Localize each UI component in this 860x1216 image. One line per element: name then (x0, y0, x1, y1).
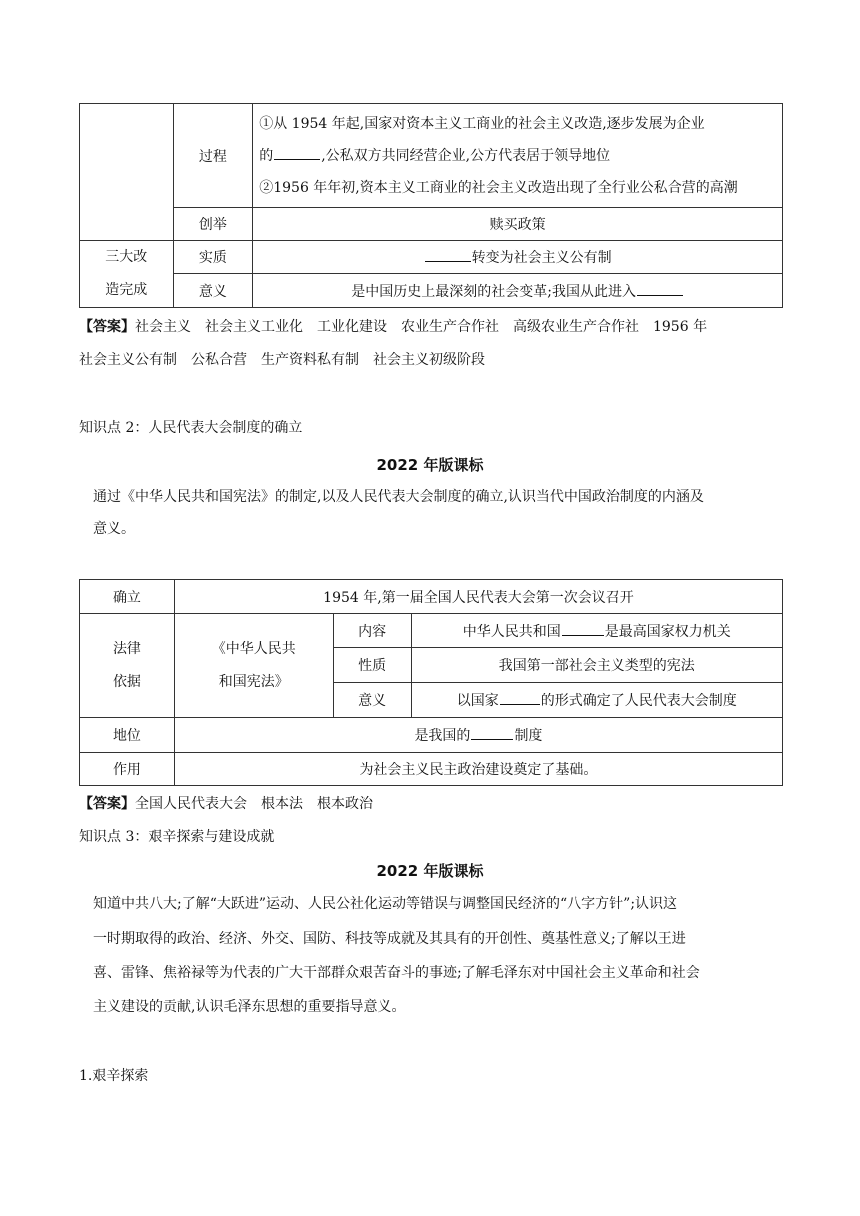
content-label: 内容 (333, 614, 411, 648)
fill-blank (637, 281, 683, 296)
fill-blank (500, 690, 540, 705)
section-heading: 1.艰辛探索 (79, 1068, 149, 1084)
role-value: 为社会主义民主政治建设奠定了基础。 (174, 753, 782, 786)
process-line-1: ①从 1954 年起,国家对资本主义工商业的社会主义改造,逐步发展为企业 (259, 115, 705, 132)
table-npc-system (79, 579, 783, 786)
answer-1-line-1: 【答案】社会主义 社会主义工业化 工业化建设 农业生产合作社 高级农业生产合作社 1956 年 (79, 319, 708, 335)
standard-title: 2022 年版课标 (376, 456, 484, 474)
role-label: 作用 (80, 753, 175, 786)
establish-value: 1954 年,第一届全国人民代表大会第一次会议召开 (174, 580, 782, 614)
innovation-label: 创举 (173, 208, 253, 241)
process-line-2: 的 ,公私双方共同经营企业,公方代表居于领导地位 (259, 140, 776, 172)
fill-blank (471, 725, 513, 740)
essence-label: 实质 (173, 241, 253, 274)
meaning-value: 是中国历史上最深刻的社会变革;我国从此进入 (253, 274, 783, 308)
standard-line-2: 意义。 (93, 521, 135, 537)
process-value (253, 104, 783, 208)
significance-label: 意义 (333, 683, 411, 718)
process-label: 过程 (173, 104, 253, 208)
innovation-value: 赎买政策 (253, 208, 783, 241)
content-value: 中华人民共和国 是最高国家权力机关 (411, 614, 782, 648)
knowledge-point-3-heading: 知识点 3：艰辛探索与建设成就 (79, 829, 275, 845)
answer-tag: 【答案】 (79, 796, 135, 812)
establish-label: 确立 (80, 580, 175, 614)
status-label: 地位 (80, 718, 175, 753)
fill-blank (274, 145, 320, 160)
kp3-line-2: 一时期取得的政治、经济、外交、国防、科技等成就及其具有的开创性、奠基性意义;了解以王进 (93, 931, 686, 947)
constitution-name: 《中华人民共 和国宪法》 (174, 614, 333, 718)
answer-2: 【答案】全国人民代表大会 根本法 根本政治 (79, 796, 373, 812)
table-cell-empty (80, 104, 174, 241)
meaning-label: 意义 (173, 274, 253, 308)
nature-label: 性质 (333, 648, 411, 683)
knowledge-point-2-heading: 知识点 2：人民代表大会制度的确立 (79, 420, 303, 436)
kp3-line-4: 主义建设的贡献,认识毛泽东思想的重要指导意义。 (93, 999, 406, 1015)
table-socialist-transformation (79, 103, 783, 308)
fill-blank (562, 621, 604, 636)
standard-line-1: 通过《中华人民共和国宪法》的制定,以及人民代表大会制度的确立,认识当代中国政治制度的内涵及 (93, 489, 704, 505)
kp3-line-1: 知道中共八大;了解“大跃进”运动、人民公社化运动等错误与调整国民经济的“八字方针”;认识这 (93, 896, 678, 912)
significance-value: 以国家 的形式确定了人民代表大会制度 (411, 683, 782, 718)
standard-title: 2022 年版课标 (376, 862, 484, 880)
nature-value: 我国第一部社会主义类型的宪法 (411, 648, 782, 683)
answer-1-line-2: 社会主义公有制 公私合营 生产资料私有制 社会主义初级阶段 (79, 352, 485, 368)
fill-blank (425, 247, 471, 262)
process-line-3: ②1956 年年初,资本主义工商业的社会主义改造出现了全行业公私合营的高潮 (259, 179, 738, 196)
legal-basis-label: 法律 依据 (80, 614, 175, 718)
three-transformations-label: 三大改 造完成 (80, 241, 174, 308)
status-value: 是我国的 制度 (174, 718, 782, 753)
kp3-line-3: 喜、雷锋、焦裕禄等为代表的广大干部群众艰苦奋斗的事迹;了解毛泽东对中国社会主义革命和社会 (93, 965, 700, 981)
essence-value: 转变为社会主义公有制 (253, 241, 783, 274)
answer-tag: 【答案】 (79, 319, 135, 335)
